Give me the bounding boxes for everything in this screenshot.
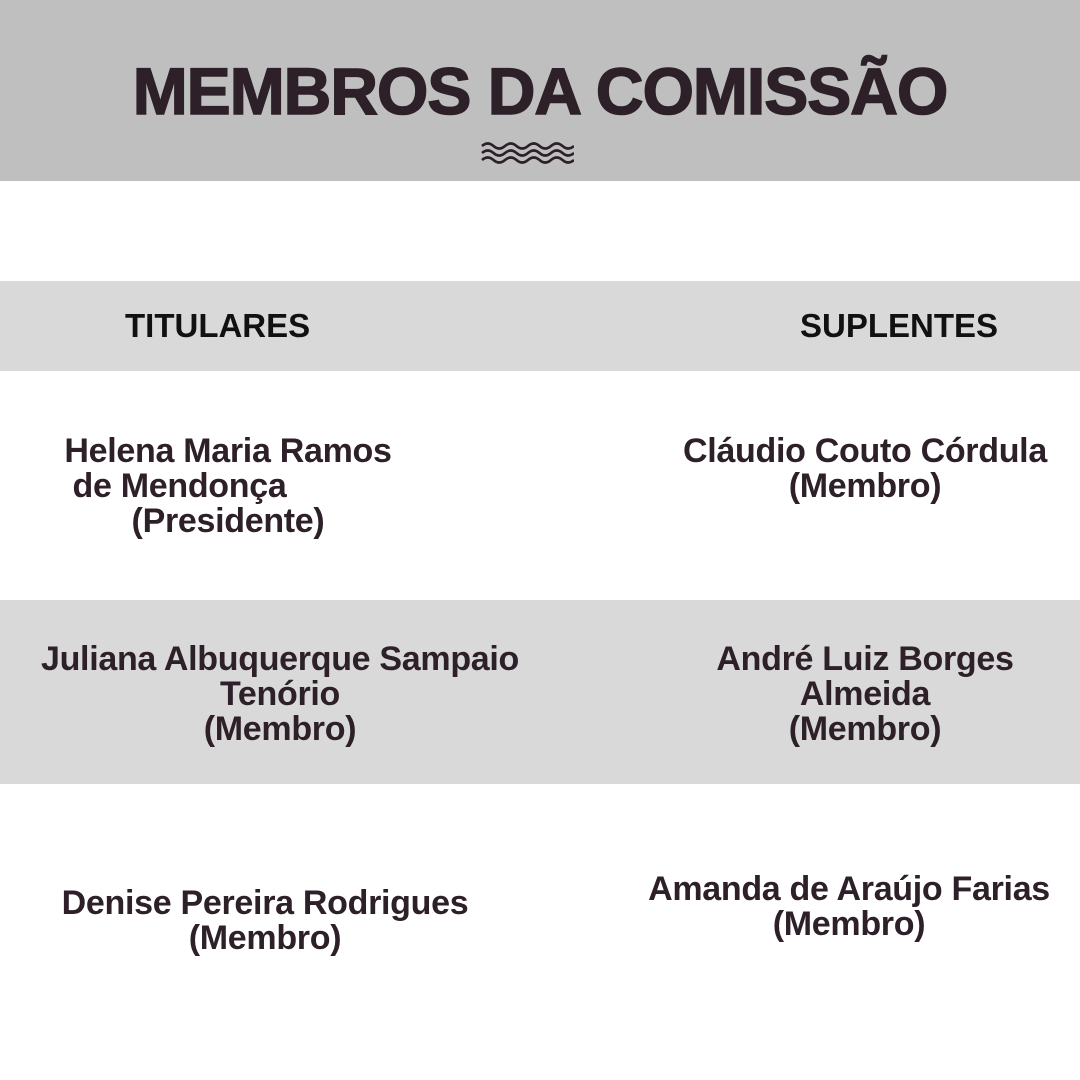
titular-member-3 <box>30 886 500 956</box>
suplente-member-3 <box>630 872 1068 942</box>
member-role: (Membro) <box>188 919 342 957</box>
suplente-member-1 <box>665 434 1065 504</box>
member-name-line: Denise Pereira Rodrigues <box>61 884 469 922</box>
member-role: (Membro) <box>788 710 942 748</box>
member-role: (Membro) <box>788 467 942 505</box>
member-role: (Membro) <box>772 905 926 943</box>
member-name-line: Cláudio Couto Córdula <box>683 432 1047 470</box>
member-name-line: Tenório <box>219 675 341 713</box>
member-role: (Membro) <box>203 710 357 748</box>
titular-member-2 <box>20 642 540 747</box>
suplente-member-2 <box>665 642 1065 747</box>
page-title: MEMBROS DA COMISSÃO <box>132 54 948 128</box>
waves-icon <box>480 141 574 165</box>
member-name-line: Helena Maria Ramos <box>64 432 392 470</box>
member-name-line: André Luiz Borges <box>716 640 1014 678</box>
member-name-line: Amanda de Araújo Farias <box>648 870 1050 908</box>
titular-member-1 <box>28 434 428 539</box>
member-name-line: Almeida <box>799 675 931 713</box>
member-name-line: de Mendonça <box>72 467 287 505</box>
suplentes-heading: SUPLENTES <box>800 307 999 344</box>
titulares-heading: TITULARES <box>125 307 311 344</box>
member-name-line: Juliana Albuquerque Sampaio <box>40 640 520 678</box>
member-role: (Presidente) <box>131 502 325 540</box>
